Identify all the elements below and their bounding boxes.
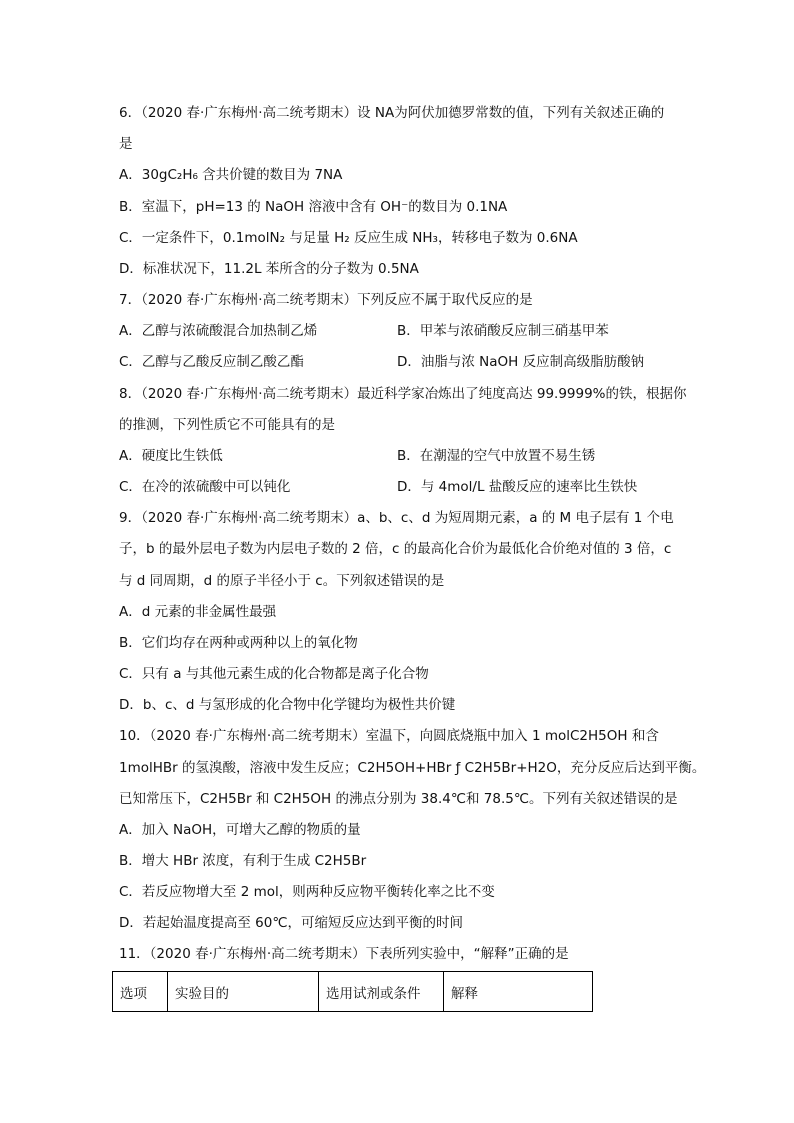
q6-option-a: A．30gC₂H₆ 含共价键的数目为 7NA xyxy=(119,167,343,183)
table-header-cell: 选用试剂或条件 xyxy=(319,972,444,1012)
q7-option-a: A．乙醇与浓硫酸混合加热制乙烯 xyxy=(119,323,318,339)
table-header-row xyxy=(113,972,593,1012)
q10-stem-line3: 已知常压下，C2H5Br 和 C2H5OH 的沸点分别为 38.4℃和 78.5℃。下列有关叙述错误的是 xyxy=(119,791,678,807)
q10-option-d: D．若起始温度提高至 60℃，可缩短反应达到平衡的时间 xyxy=(119,915,464,931)
q10-option-a: A．加入 NaOH，可增大乙醇的物质的量 xyxy=(119,822,361,838)
q9-stem-line3: 与 d 同周期，d 的原子半径小于 c。下列叙述错误的是 xyxy=(119,573,445,589)
q8-stem-line1: 8．（2020 春·广东梅州·高二统考期末）最近科学家冶炼出了纯度高达 99.9999%的铁，根据你 xyxy=(119,386,687,402)
q6-option-d: D．标准状况下，11.2L 苯所含的分子数为 0.5NA xyxy=(119,261,419,277)
q11-table xyxy=(112,971,593,1012)
q7-option-c: C．乙醇与乙酸反应制乙酸乙酯 xyxy=(119,354,304,370)
q11-stem: 11．（2020 春·广东梅州·高二统考期末）下表所列实验中，“解释”正确的是 xyxy=(119,946,569,962)
q9-option-d: D．b、c、d 与氢形成的化合物中化学键均为极性共价键 xyxy=(119,697,456,713)
q9-option-a: A．d 元素的非金属性最强 xyxy=(119,604,277,620)
q9-stem-line2: 子，b 的最外层电子数为内层电子数的 2 倍，c 的最高化合价为最低化合价绝对值的 3 倍，c xyxy=(119,541,672,557)
q6-stem-line1: 6．（2020 春·广东梅州·高二统考期末）设 NA为阿伏加德罗常数的值，下列有关叙述正确的 xyxy=(119,105,665,121)
q10-stem-line1: 10．（2020 春·广东梅州·高二统考期末）室温下，向圆底烧瓶中加入 1 molC2H5OH 和含 xyxy=(119,728,659,744)
q10-option-b: B．增大 HBr 浓度，有利于生成 C2H5Br xyxy=(119,853,367,869)
q10-option-c: C．若反应物增大至 2 mol，则两种反应物平衡转化率之比不变 xyxy=(119,884,495,900)
q8-option-d: D．与 4mol/L 盐酸反应的速率比生铁快 xyxy=(397,479,638,495)
q8-option-b: B．在潮湿的空气中放置不易生锈 xyxy=(397,448,596,464)
q9-option-b: B．它们均存在两种或两种以上的氧化物 xyxy=(119,635,358,651)
q6-option-b: B．室温下，pH=13 的 NaOH 溶液中含有 OH⁻的数目为 0.1NA xyxy=(119,199,508,215)
q10-stem-line2: 1molHBr 的氢溴酸，溶液中发生反应；C2H5OH+HBr ƒ C2H5Br+H2O，充分反应后达到平衡。 xyxy=(119,760,706,776)
q9-option-c: C．只有 a 与其他元素生成的化合物都是离子化合物 xyxy=(119,666,429,682)
q7-stem: 7．（2020 春·广东梅州·高二统考期末）下列反应不属于取代反应的是 xyxy=(119,292,533,308)
table-header-cell: 实验目的 xyxy=(168,972,319,1012)
q8-option-c: C．在冷的浓硫酸中可以钝化 xyxy=(119,479,291,495)
q7-option-d: D．油脂与浓 NaOH 反应制高级脂肪酸钠 xyxy=(397,354,645,370)
q6-stem-line2: 是 xyxy=(119,136,133,152)
q6-option-c: C．一定条件下，0.1molN₂ 与足量 H₂ 反应生成 NH₃，转移电子数为 0.6NA xyxy=(119,230,578,246)
q9-stem-line1: 9．（2020 春·广东梅州·高二统考期末）a、b、c、d 为短周期元素，a 的 M 电子层有 1 个电 xyxy=(119,510,674,526)
q8-option-a: A．硬度比生铁低 xyxy=(119,448,223,464)
q8-stem-line2: 的推测，下列性质它不可能具有的是 xyxy=(119,417,335,433)
table-header-cell: 选项 xyxy=(113,972,168,1012)
table-header-cell: 解释 xyxy=(444,972,593,1012)
q7-option-b: B．甲苯与浓硝酸反应制三硝基甲苯 xyxy=(397,323,609,339)
